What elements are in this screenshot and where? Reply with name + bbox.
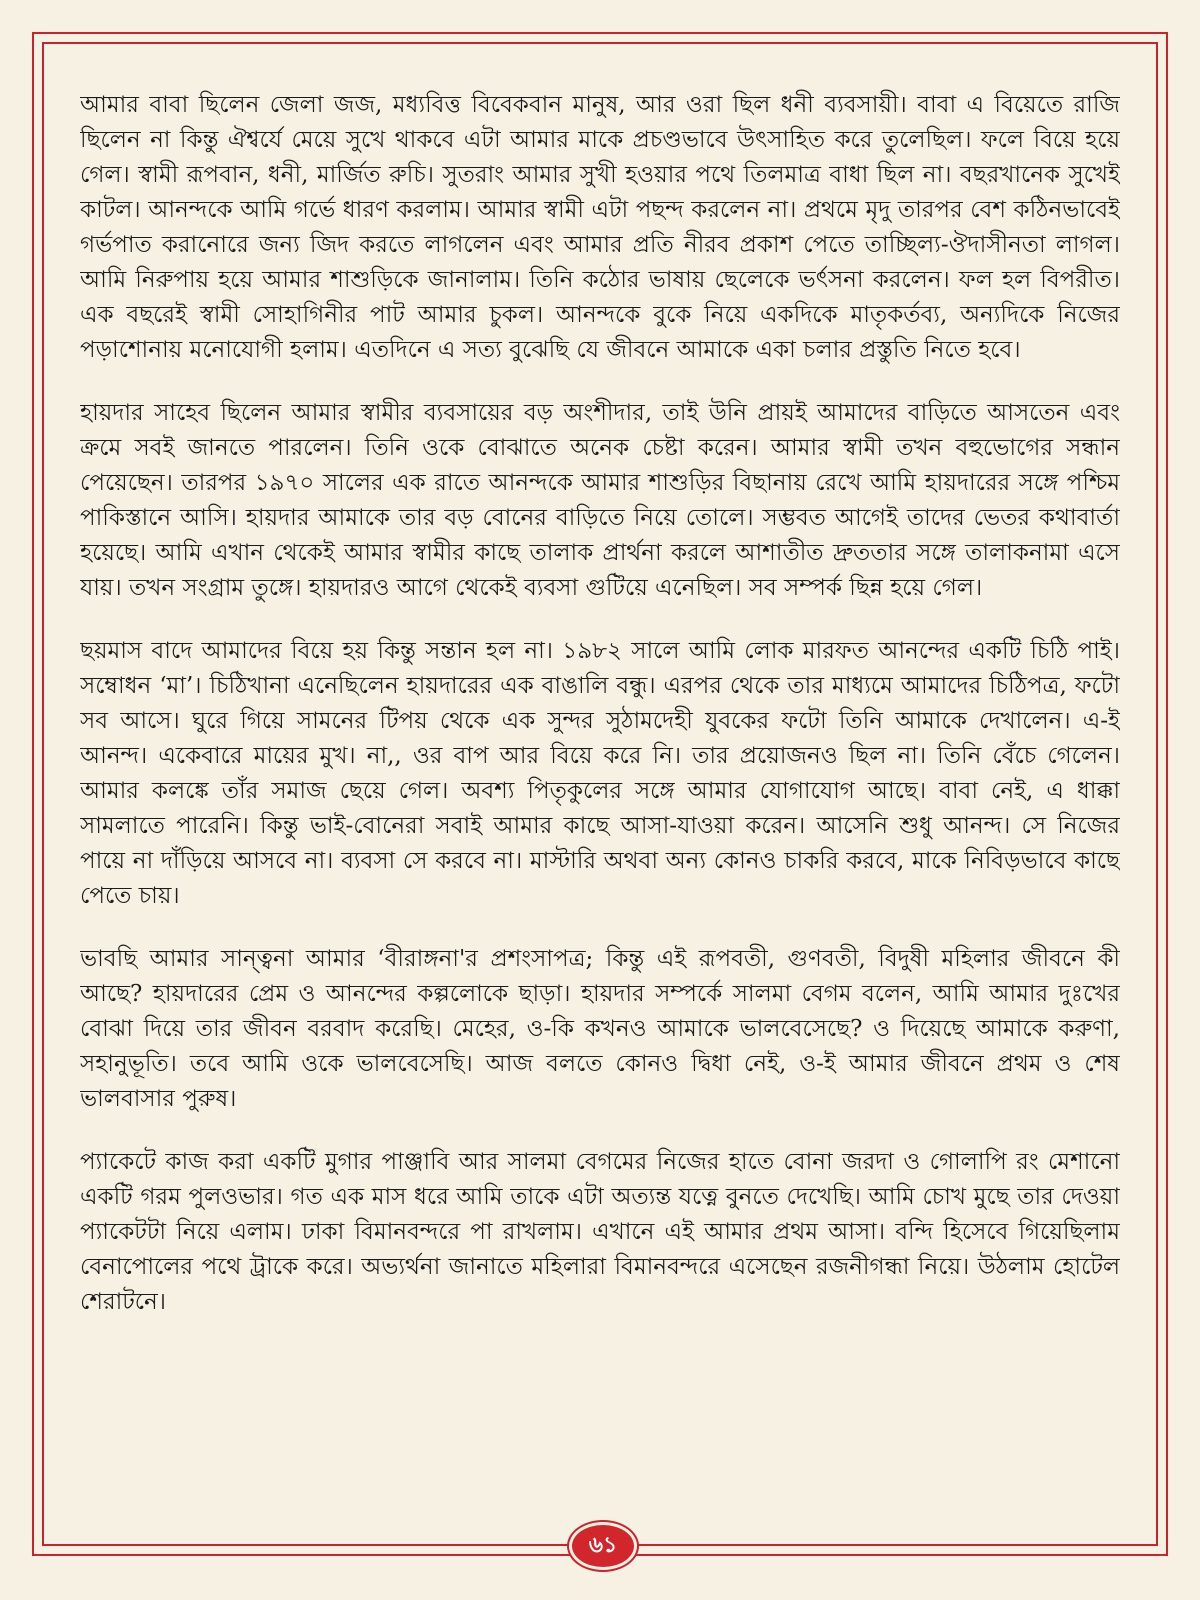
paragraph: আমার বাবা ছিলেন জেলা জজ, মধ্যবিত্ত বিবেকবান মানুষ, আর ওরা ছিল ধনী ব্যবসায়ী। বাবা এ বিয়েতে রাজি ছিলেন না কিন্তু ঐশ্বর্যে মেয়ে সুখে থাকবে এটা আমার মাকে প্রচণ্ডভাবে উৎসাহিত করে তুলেছিল। ফলে বিয়ে হয়ে গেল। স্বামী রূপবান, ধনী, মার্জিত রুচি। সুতরাং আমার সুখী হওয়ার পথে তিলমাত্র বাধা ছিল না। বছরখানেক সুখেই কাটল। আনন্দকে আমি গর্ভে ধারণ করলাম। আমার স্বামী এটা পছন্দ করলেন না। প্রথমে মৃদু তারপর বেশ কঠিনভাবেই গর্ভপাত করানোরে জন্য জিদ করতে লাগলেন এবং আমার প্রতি নীরব প্রকাশ পেতে তাচ্ছিল্য-ঔদাসীনতা লাগল। আমি নিরুপায় হয়ে আমার শাশুড়িকে জানালাম। তিনি কঠোর ভাষায় ছেলেকে ভর্ৎসনা করলেন। ফল হল বিপরীত। এক বছরেই স্বামী সোহাগিনীর পাট আমার চুকল। আনন্দকে বুকে নিয়ে একদিকে মাতৃকর্তব্য, অন্যদিকে নিজের পড়াশোনায় মনোযোগী হলাম। এতদিনে এ সত্য বুঝেছি যে জীবনে আমাকে একা চলার প্রস্তুতি নিতে হবে। <box>80 92 1120 363</box>
page-number-badge: ৬১ <box>569 1522 637 1570</box>
paragraph: প্যাকেটে কাজ করা একটি মুগার পাঞ্জাবি আর সালমা বেগমের নিজের হাতে বোনা জরদা ও গোলাপি রং মেশানো একটি গরম পুলওভার। গত এক মাস ধরে আমি তাকে এটা অত্যন্ত যত্নে বুনতে দেখেছি। আমি চোখ মুছে তার দেওয়া প্যাকেটটা নিয়ে এলাম। ঢাকা বিমানবন্দরে পা রাখলাম। এখানে এই আমার প্রথম আসা। বন্দি হিসেবে গিয়েছিলাম বেনাপোলের পথে ট্রাকে করে। অভ্যর্থনা জানাতে মহিলারা বিমানবন্দরে এসেছেন রজনীগন্ধা নিয়ে। উঠলাম হোটেল শেরাটনে। <box>80 1149 1120 1315</box>
paragraph: ছয়মাস বাদে আমাদের বিয়ে হয় কিন্তু সন্তান হল না। ১৯৮২ সালে আমি লোক মারফত আনন্দের একটি চিঠি পাই। সম্বোধন ‘মা’। চিঠিখানা এনেছিলেন হায়দারের এক বাঙালি বন্ধু। এরপর থেকে তার মাধ্যমে আমাদের চিঠিপত্র, ফটো সব আসে। ঘুরে গিয়ে সামনের টিপয় থেকে এক সুন্দর সুঠামদেহী যুবকের ফটো তিনি আমাকে দেখালেন। এ-ই আনন্দ। একেবারে মায়ের মুখ। না,, ওর বাপ আর বিয়ে করে নি। তার প্রয়োজনও ছিল না। তিনি বেঁচে গেলেন। আমার কলঙ্কে তাঁর সমাজ ছেয়ে গেল। অবশ্য পিতৃকুলের সঙ্গে আমার যোগাযোগ আছে। বাবা নেই, এ ধাক্কা সামলাতে পারেনি। কিন্তু ভাই-বোনেরা সবাই আমার কাছে আসা-যাওয়া করেন। আসেনি শুধু আনন্দ। সে নিজের পায়ে না দাঁড়িয়ে আসবে না। ব্যবসা সে করবে না। মাস্টারি অথবা অন্য কোনও চাকরি করবে, মাকে নিবিড়ভাবে কাছে পেতে চায়। <box>80 638 1120 909</box>
paragraph: ভাবছি আমার সান্ত্বনা আমার ‘বীরাঙ্গনা'র প্রশংসাপত্র; কিন্তু এই রূপবতী, গুণবতী, বিদুষী মহিলার জীবনে কী আছে? হায়দারের প্রেম ও আনন্দের কল্পলোকে ছাড়া। হায়দার সম্পর্কে সালমা বেগম বলেন, আমি আমার দুঃখের বোঝা দিয়ে তার জীবন বরবাদ করেছি। মেহের, ও-কি কখনও আমাকে ভালবেসেছে? ও দিয়েছে আমাকে করুণা, সহানুভূতি। তবে আমি ওকে ভালবেসেছি। আজ বলতে কোনও দ্বিধা নেই, ও-ই আমার জীবনে প্রথম ও শেষ ভালবাসার পুরুষ। <box>80 946 1120 1112</box>
paragraph: হায়দার সাহেব ছিলেন আমার স্বামীর ব্যবসায়ের বড় অংশীদার, তাই উনি প্রায়ই আমাদের বাড়িতে আসতেন এবং ক্রমে সবই জানতে পারলেন। তিনি ওকে বোঝাতে অনেক চেষ্টা করেন। আমার স্বামী তখন বহুভোগের সন্ধান পেয়েছেন। তারপর ১৯৭০ সালের এক রাতে আনন্দকে আমার শাশুড়ির বিছানায় রেখে আমি হায়দারের সঙ্গে পশ্চিম পাকিস্তানে আসি। হায়দার আমাকে তার বড় বোনের বাড়িতে নিয়ে তোলে। সম্ভবত আগেই তাদের ভেতর কথাবার্তা হয়েছে। আমি এখান থেকেই আমার স্বামীর কাছে তালাক প্রার্থনা করলে আশাতীত দ্রুততার সঙ্গে তালাকনামা এসে যায়। তখন সংগ্রাম তুঙ্গে। হায়দারও আগে থেকেই ব্যবসা গুটিয়ে এনেছিল। সব সম্পর্ক ছিন্ন হয়ে গেল। <box>80 400 1120 601</box>
page-body <box>80 88 1120 1528</box>
